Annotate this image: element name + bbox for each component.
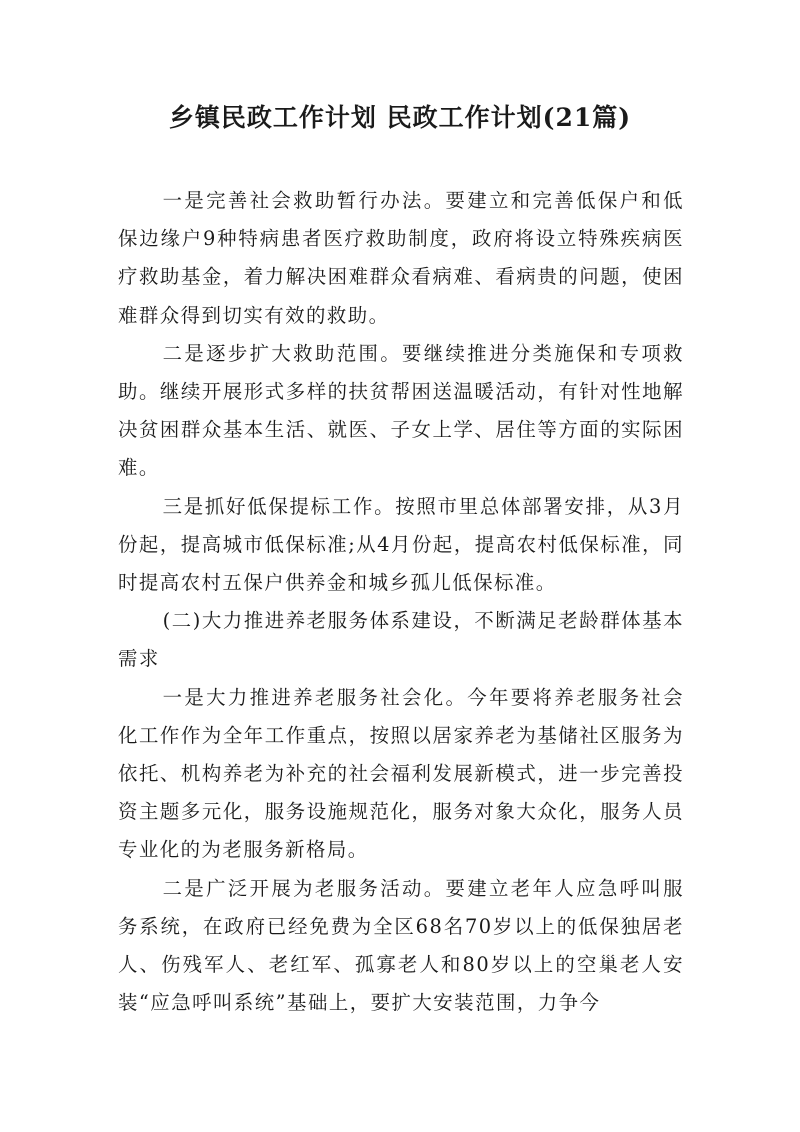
paragraph: 三是抓好低保提标工作。按照市里总体部署安排，从3月份起，提高城市低保标准;从4月份起，提高农村低保标准，同时提高农村五保户供养金和城乡孤儿低保标准。 xyxy=(118,494,684,595)
paragraph: 一是大力推进养老服务社会化。今年要将养老服务社会化工作作为全年工作重点，按照以居家养老为基储社区服务为依托、机构养老为补充的社会福利发展新模式，进一步完善投资主题多元化，服务设施规范化，服务对象大众化，服务人员专业化的为老服务新格局。 xyxy=(118,685,684,862)
paragraph: 二是广泛开展为老服务活动。要建立老年人应急呼叫服务系统，在政府已经免费为全区68名70岁以上的低保独居老人、伤残军人、老红军、孤寡老人和80岁以上的空巢老人安装“应急呼叫系统”基础上，要扩大安装范围，力争今 xyxy=(118,876,684,1015)
document-body xyxy=(118,182,684,1022)
section-heading: (二)大力推进养老服务体系建设，不断满足老龄群体基本需求 xyxy=(118,609,684,671)
paragraph: 二是逐步扩大救助范围。要继续推进分类施保和专项救助。继续开展形式多样的扶贫帮困送温暖活动，有针对性地解决贫困群众基本生活、就医、子女上学、居住等方面的实际困难。 xyxy=(118,341,684,480)
document-title: 乡镇民政工作计划 民政工作计划(21篇) xyxy=(168,103,632,132)
paragraph: 一是完善社会救助暂行办法。要建立和完善低保户和低保边缘户9种特病患者医疗救助制度，政府将设立特殊疾病医疗救助基金，着力解决困难群众看病难、看病贵的问题，使困难群众得到切实有效的救助。 xyxy=(118,189,684,327)
